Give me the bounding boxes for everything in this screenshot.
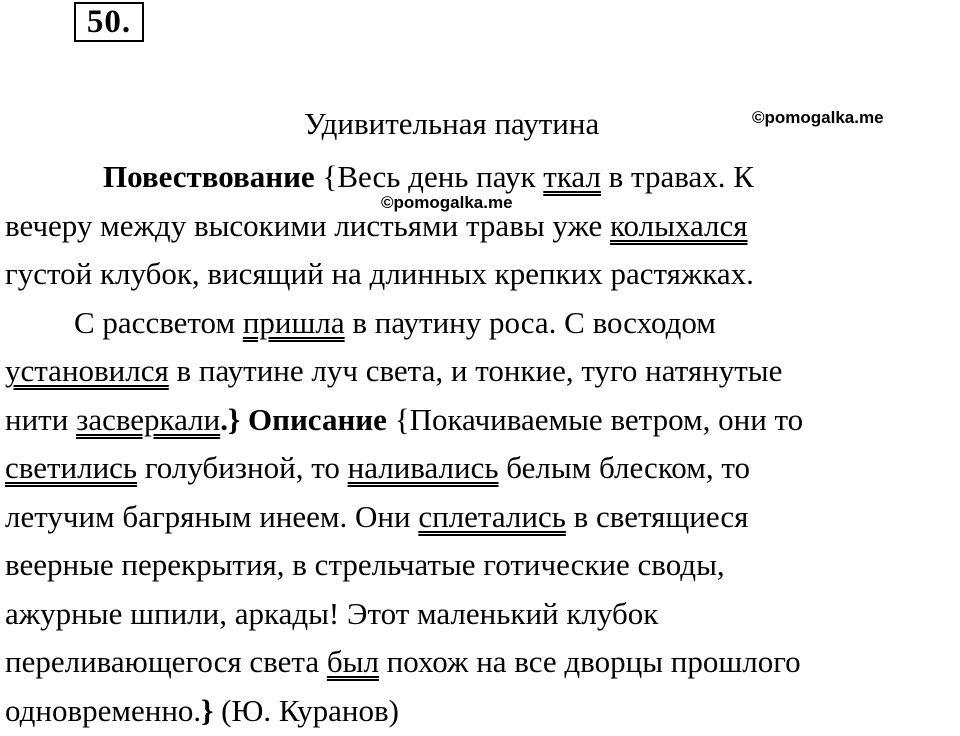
text-fragment: (Ю. Куранов) (213, 692, 399, 728)
predicate: ткал (543, 159, 601, 194)
predicate: пришла (242, 304, 345, 340)
predicate: колыхался (610, 207, 748, 243)
text-fragment: } (201, 692, 214, 728)
text-fragment: одновременно. (5, 692, 202, 728)
text-fragment: ажурные шпили, аркады! Этот маленький клубок (5, 595, 659, 631)
section-label-description: Описание (240, 401, 387, 437)
text-fragment: {Покачиваемые ветром, они то (386, 401, 804, 437)
text-line (5, 299, 960, 348)
text-line (5, 638, 960, 687)
predicate: светились (5, 450, 138, 485)
text-fragment: С рассветом (74, 304, 243, 340)
text-title: Удивительная паутина (304, 106, 600, 141)
watermark: ©pomogalka.me (752, 108, 884, 127)
predicate: засверкали (76, 401, 221, 437)
text-fragment: летучим багряным инеем. Они (5, 498, 419, 534)
task-number-box: 50. (74, 2, 144, 42)
text-fragment: густой клубок, висящий на длинных крепких растяжках. (5, 256, 754, 291)
predicate: сплетались (418, 498, 566, 534)
text-line (5, 541, 960, 590)
text-line (5, 347, 960, 396)
text-fragment: в паутине луч света, и тонкие, туго натянутые (168, 353, 783, 388)
text-fragment: голубизной, то (137, 450, 348, 485)
predicate: наливались (347, 450, 499, 485)
predicate: был (326, 644, 379, 679)
text-body (5, 153, 960, 735)
text-fragment: в светящиеся (565, 498, 749, 534)
watermark: ©pomogalka.me (381, 193, 513, 212)
text-line (5, 250, 960, 299)
text-fragment: веерные перекрытия, в стрельчатые готические своды, (5, 547, 725, 582)
text-fragment: нити (5, 401, 77, 437)
text-line (5, 396, 960, 445)
section-label-narration: Повествование (103, 159, 315, 194)
text-line (5, 493, 960, 542)
text-line (5, 687, 960, 736)
text-fragment: {Весь день паук (314, 159, 544, 194)
text-fragment: в паутину роса. С восходом (344, 304, 716, 340)
text-fragment: переливающегося света (5, 644, 327, 679)
text-line (5, 444, 960, 493)
text-fragment: вечеру между высокими листьями травы уже (5, 207, 611, 243)
text-fragment: похож на все дворцы прошлого (378, 644, 801, 679)
text-line (5, 590, 960, 639)
text-fragment: в травах. К (600, 159, 754, 194)
text-fragment: белым блеском, то (498, 450, 750, 485)
predicate: установился (5, 353, 169, 388)
text-fragment: .} (220, 401, 241, 437)
